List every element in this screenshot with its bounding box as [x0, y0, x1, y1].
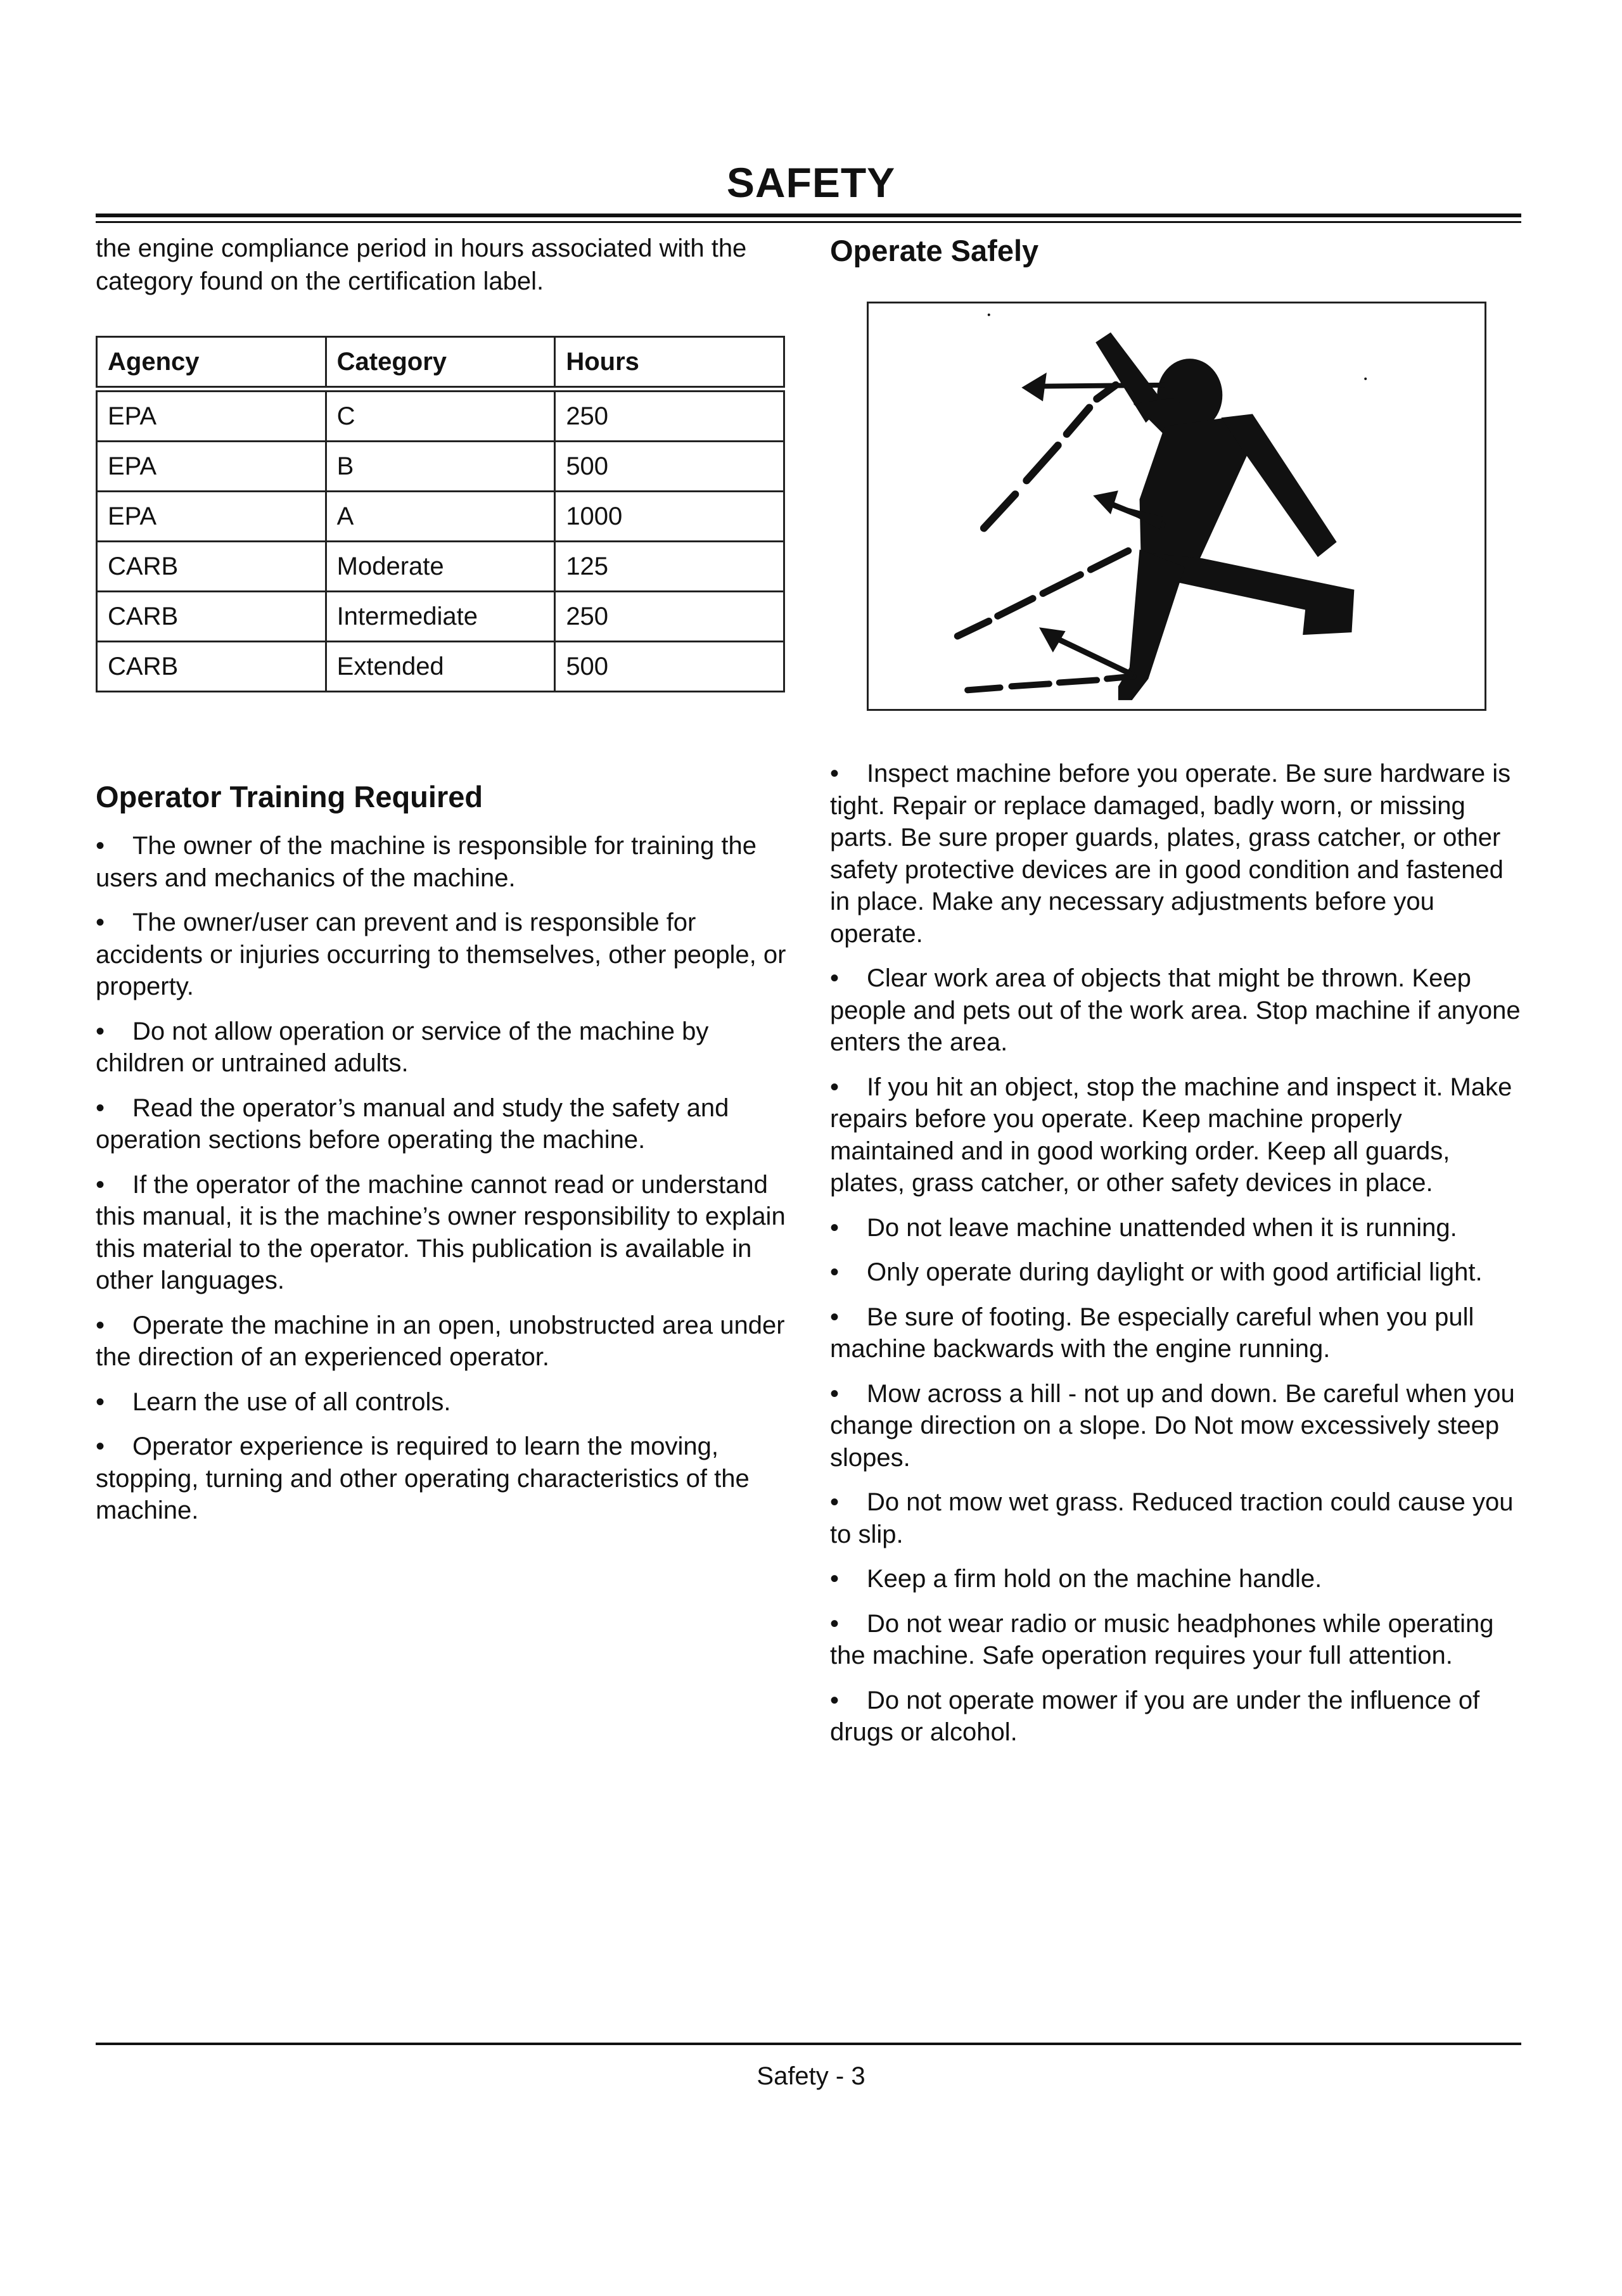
- category-cell: Moderate: [326, 542, 555, 592]
- hours-cell: 1000: [555, 492, 784, 542]
- training-list: [96, 830, 786, 1540]
- list-item: [96, 1310, 786, 1374]
- thrown-object-hazard-icon: [867, 302, 1486, 711]
- list-item: [96, 1016, 786, 1080]
- agency-cell: EPA: [97, 389, 326, 442]
- bullet-icon: •: [830, 1488, 840, 1516]
- list-item-text: Inspect machine before you operate. Be sure hardware is tight. Repair or replace damaged, badly worn, or missing parts. Be sure proper guards, plates, grass catcher, or other safety protective devices are in good condition and fastened in place. Make any necessary adjustments before you operate.: [830, 760, 1511, 948]
- intro-paragraph: the engine compliance period in hours associated with the category found on the certification label.: [96, 234, 747, 295]
- footer-rule: [96, 2043, 1521, 2045]
- bullet-icon: •: [830, 1379, 840, 1408]
- list-item-text: Do not leave machine unattended when it is running.: [867, 1213, 1457, 1242]
- operate-safely-list: [830, 758, 1521, 1761]
- list-item: [96, 907, 786, 1003]
- list-item: [830, 1608, 1521, 1672]
- list-item: [96, 1431, 786, 1527]
- list-item-text: Clear work area of objects that might be thrown. Keep people and pets out of the work area. Stop machine if anyone enters the area.: [830, 964, 1521, 1056]
- list-item-text: Read the operator’s manual and study the safety and operation sections before operating the machine.: [96, 1094, 729, 1154]
- list-item: [830, 1685, 1521, 1749]
- column-header-category: Category: [326, 337, 555, 390]
- hours-cell: 250: [555, 389, 784, 442]
- column-header-agency: Agency: [97, 337, 326, 390]
- bullet-icon: •: [830, 1213, 840, 1242]
- compliance-table: [96, 336, 785, 692]
- bullet-icon: •: [830, 1073, 840, 1101]
- bullet-icon: •: [96, 1387, 105, 1416]
- bullet-icon: •: [96, 909, 105, 936]
- category-cell: Extended: [326, 642, 555, 692]
- agency-cell: CARB: [97, 642, 326, 692]
- table-header-row: [97, 337, 784, 390]
- hours-cell: 250: [555, 592, 784, 642]
- table-row: [97, 642, 784, 692]
- list-item-text: The owner of the machine is responsible for training the users and mechanics of the machine.: [96, 832, 757, 892]
- list-item: [830, 1212, 1521, 1244]
- operate-safely-heading: Operate Safely: [830, 234, 1039, 267]
- agency-cell: EPA: [97, 492, 326, 542]
- list-item-text: Operator experience is required to learn the moving, stopping, turning and other operating characteristics of the machine.: [96, 1432, 750, 1524]
- agency-cell: CARB: [97, 592, 326, 642]
- bullet-icon: •: [830, 760, 840, 788]
- bullet-icon: •: [96, 1311, 105, 1339]
- page-title: SAFETY: [726, 159, 896, 206]
- bullet-icon: •: [830, 1258, 840, 1286]
- list-item: [830, 1301, 1521, 1365]
- list-item: [830, 1378, 1521, 1474]
- hours-cell: 125: [555, 542, 784, 592]
- hours-cell: 500: [555, 642, 784, 692]
- list-item-text: Operate the machine in an open, unobstructed area under the direction of an experienced operator.: [96, 1311, 785, 1371]
- header-rule-thin: [96, 221, 1521, 223]
- list-item: [830, 1256, 1521, 1289]
- left-column: [96, 232, 786, 1524]
- agency-cell: CARB: [97, 542, 326, 592]
- hours-cell: 500: [555, 442, 784, 492]
- list-item-text: Keep a firm hold on the machine handle.: [867, 1565, 1322, 1593]
- bullet-icon: •: [830, 1686, 840, 1714]
- bullet-icon: •: [96, 1432, 105, 1460]
- list-item-text: Do not operate mower if you are under the influence of drugs or alcohol.: [830, 1686, 1480, 1746]
- bullet-icon: •: [830, 1303, 840, 1331]
- bullet-icon: •: [96, 1017, 105, 1045]
- category-cell: A: [326, 492, 555, 542]
- page-number: Safety - 3: [757, 2062, 865, 2090]
- table-row: [97, 442, 784, 492]
- agency-cell: EPA: [97, 442, 326, 492]
- training-heading: Operator Training Required: [96, 780, 483, 813]
- list-item: [96, 1169, 786, 1297]
- table-row: [97, 389, 784, 442]
- bullet-icon: •: [96, 1094, 105, 1122]
- bullet-icon: •: [830, 1565, 840, 1593]
- list-item: [830, 1563, 1521, 1595]
- list-item-text: The owner/user can prevent and is responsible for accidents or injuries occurring to themselves, other people, or property.: [96, 909, 786, 1000]
- category-cell: Intermediate: [326, 592, 555, 642]
- bullet-icon: •: [830, 964, 840, 992]
- list-item: [96, 830, 786, 894]
- category-cell: C: [326, 389, 555, 442]
- bullet-icon: •: [96, 832, 105, 860]
- list-item-text: Only operate during daylight or with good artificial light.: [867, 1258, 1483, 1286]
- header-rule-thick: [96, 214, 1521, 217]
- list-item: [830, 1486, 1521, 1550]
- list-item-text: Do not wear radio or music headphones while operating the machine. Safe operation requires your full attention.: [830, 1609, 1494, 1669]
- list-item-text: Do not mow wet grass. Reduced traction could cause you to slip.: [830, 1488, 1514, 1548]
- list-item-text: If the operator of the machine cannot read or understand this manual, it is the machine’s owner responsibility to explain this material to the operator. This publication is available in other languages.: [96, 1170, 786, 1294]
- list-item: [96, 1386, 786, 1419]
- bullet-icon: •: [830, 1609, 840, 1638]
- list-item-text: Learn the use of all controls.: [132, 1387, 451, 1416]
- category-cell: B: [326, 442, 555, 492]
- list-item-text: If you hit an object, stop the machine and inspect it. Make repairs before you operate. Keep machine properly maintained and in good working order. Keep all guards, plates, grass catcher, or other safety devices in place.: [830, 1073, 1512, 1197]
- column-header-hours: Hours: [555, 337, 784, 390]
- table-row: [97, 492, 784, 542]
- table-row: [97, 592, 784, 642]
- bullet-icon: •: [96, 1170, 105, 1199]
- list-item-text: Mow across a hill - not up and down. Be careful when you change direction on a slope. Do Not mow excessively steep slopes.: [830, 1379, 1515, 1472]
- list-item: [830, 962, 1521, 1059]
- list-item-text: Be sure of footing. Be especially careful when you pull machine backwards with the engine running.: [830, 1303, 1474, 1363]
- table-row: [97, 542, 784, 592]
- hazard-illustration: [869, 303, 1485, 709]
- list-item: [96, 1092, 786, 1156]
- list-item: [830, 1071, 1521, 1199]
- list-item: [830, 758, 1521, 950]
- list-item-text: Do not allow operation or service of the machine by children or untrained adults.: [96, 1017, 709, 1077]
